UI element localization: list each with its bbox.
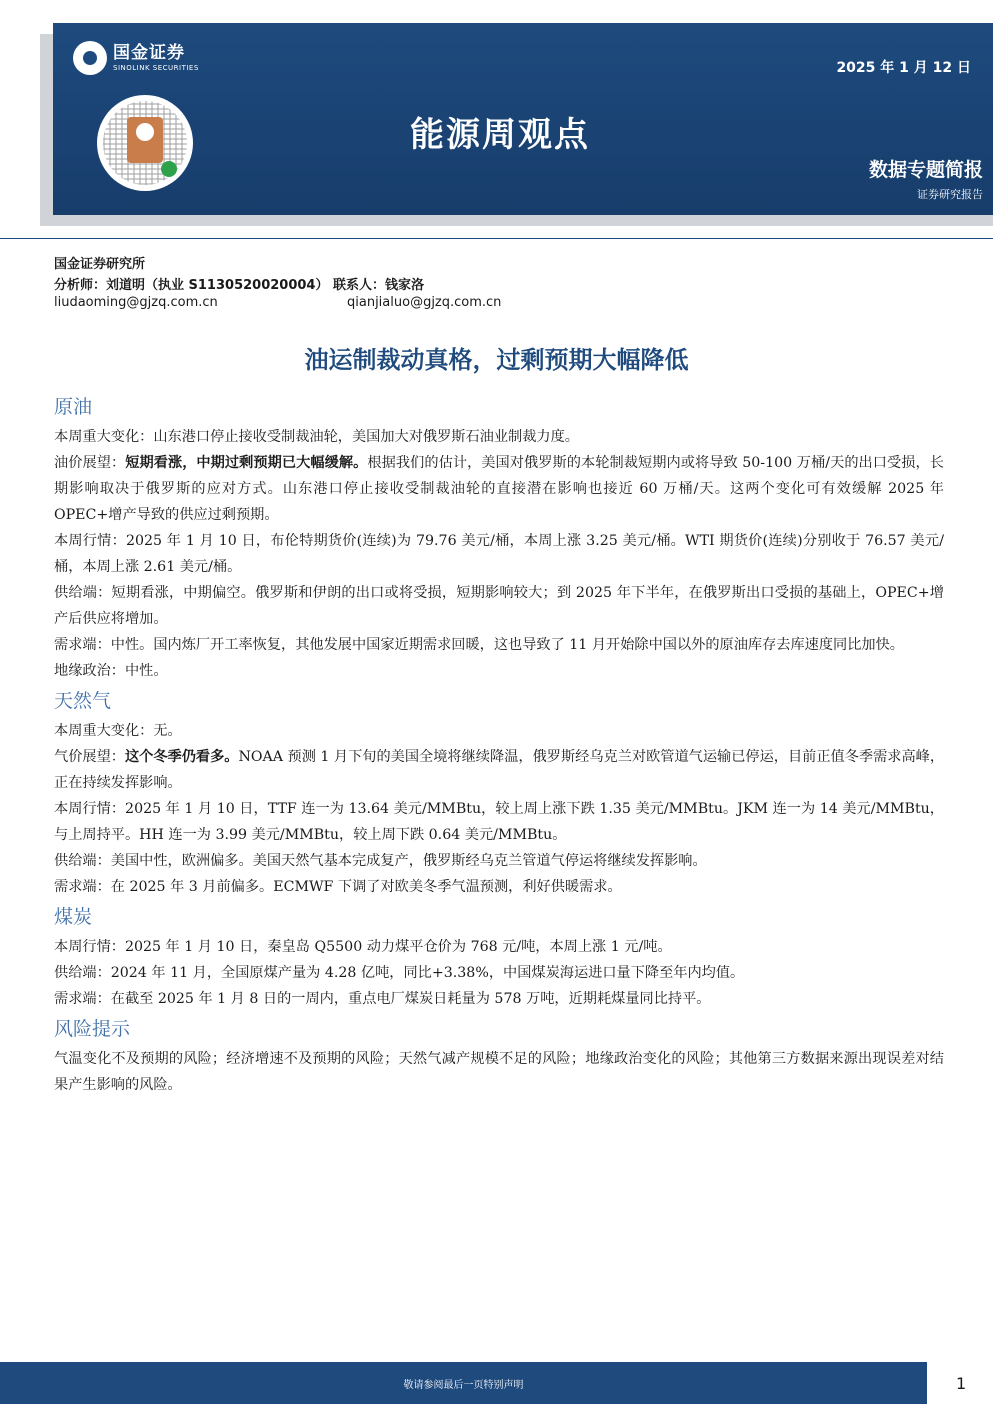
- qr-code-icon: [97, 95, 193, 191]
- gas-demand: 需求端：在 2025 年 3 月前偏多。ECMWF 下调了对欧美冬季气温预测，利好供暖需求。: [54, 879, 622, 895]
- page-number: 1: [956, 1374, 967, 1393]
- coal-demand: 需求端：在截至 2025 年 1 月 8 日的一周内，重点电厂煤炭日耗量为 578 万吨，近期耗煤量同比持平。: [54, 991, 711, 1007]
- section-heading-oil: 原油: [54, 396, 93, 418]
- logo-en: SINOLINK SECURITIES: [113, 63, 199, 72]
- coal-market: 本周行情：2025 年 1 月 10 日，秦皇岛 Q5500 动力煤平仓价为 768 元/吨，本周上涨 1 元/吨。: [54, 939, 672, 955]
- gas-supply: 供给端：美国中性，欧洲偏多。美国天然气基本完成复产，俄罗斯经乌克兰管道气停运将继续发挥影响。: [54, 853, 707, 869]
- main-title: 油运制裁动真格，过剩预期大幅降低: [304, 346, 689, 374]
- header-banner: [53, 23, 993, 215]
- gas-outlook-text: NOAA 预测 1 月下旬的美国全境将继续降温，俄罗斯经乌克兰对欧管道气运输已停运，目前正值冬季需求高峰，正在持续发挥影响。: [54, 749, 945, 791]
- oil-outlook-highlight: 短期看涨，中期过剩预期已大幅缓解。: [125, 455, 368, 471]
- oil-demand: 需求端：中性。国内炼厂开工率恢复，其他发展中国家近期需求回暖，这也导致了 11 月开始除中国以外的原油库存去库速度同比加快。: [54, 637, 904, 653]
- gas-outlook-highlight: 这个冬季仍看多。: [124, 749, 239, 765]
- oil-supply: 供给端：短期看涨，中期偏空。俄罗斯和伊朗的出口或将受损，短期影响较大；到 2025 年下半年，在俄罗斯出口受损的基础上，OPEC+增产后供应将增加。: [54, 585, 944, 627]
- gas-outlook-label: 气价展望：: [54, 749, 125, 765]
- analyst-line: 分析师：刘道明（执业 S1130520020004） 联系人：钱家洛: [54, 278, 425, 293]
- contact-email[interactable]: qianjialuo@gjzq.com.cn: [347, 295, 502, 310]
- institute-name: 国金证券研究所: [54, 257, 146, 272]
- analyst-email[interactable]: liudaoming@gjzq.com.cn: [54, 295, 218, 310]
- oil-outlook-text: 根据我们的估计，美国对俄罗斯的本轮制裁短期内或将导致 50-100 万桶/天的出口受损，长期影响取决于俄罗斯的应对方式。山东港口停止接收受制裁油轮的直接潜在影响也接近 60 万桶/天。这两个变化可有效缓解 2025 年 OPEC+增产导致的供应过剩预期。: [54, 455, 944, 523]
- logo-icon: [73, 41, 107, 75]
- report-date: 2025 年 1 月 12 日: [836, 60, 971, 76]
- footer-bar: [0, 1362, 927, 1404]
- section-heading-risk: 风险提示: [54, 1018, 131, 1040]
- section-heading-coal: 煤炭: [54, 906, 93, 928]
- oil-geopolitics: 地缘政治：中性。: [54, 663, 168, 679]
- report-title: 能源周观点: [410, 115, 590, 155]
- oil-weekly-change: 本周重大变化：山东港口停止接收受制裁油轮，美国加大对俄罗斯石油业制裁力度。: [54, 429, 579, 445]
- gas-price-outlook: [54, 744, 944, 796]
- report-subtype: 证券研究报告: [917, 188, 983, 201]
- coal-supply: 供给端：2024 年 11 月，全国原煤产量为 4.28 亿吨，同比+3.38%，中国煤炭海运进口量下降至年内均值。: [54, 965, 745, 981]
- section-heading-gas: 天然气: [54, 690, 112, 712]
- report-body: [54, 390, 944, 1098]
- risk-text: 气温变化不及预期的风险；经济增速不及预期的风险；天然气减产规模不足的风险；地缘政治变化的风险；其他第三方数据来源出现误差对结果产生影响的风险。: [54, 1051, 944, 1093]
- footer-disclaimer: 敬请参阅最后一页特别声明: [403, 1379, 524, 1391]
- header-divider: [0, 238, 993, 239]
- oil-market: 本周行情：2025 年 1 月 10 日，布伦特期货价(连续)为 79.76 美元/桶，本周上涨 3.25 美元/桶。WTI 期货价(连续)分别收于 76.57 美元/桶，本周上涨 2.61 美元/桶。: [54, 533, 944, 575]
- logo-cn: 国金证券: [113, 42, 185, 63]
- oil-outlook-label: 油价展望：: [54, 455, 126, 471]
- gas-market: 本周行情：2025 年 1 月 10 日，TTF 连一为 13.64 美元/MMBtu，较上周上涨下跌 1.35 美元/MMBtu。JKM 连一为 14 美元/MMBtu，与上周持平。HH 连一为 3.99 美元/MMBtu，较上周下跌 0.64 美元/MMBtu。: [54, 801, 944, 843]
- oil-price-outlook: [54, 450, 944, 528]
- mini-program-icon: [161, 161, 177, 177]
- gas-weekly-change: 本周重大变化：无。: [54, 723, 182, 739]
- company-logo: [73, 41, 199, 75]
- report-type: 数据专题简报: [868, 159, 983, 181]
